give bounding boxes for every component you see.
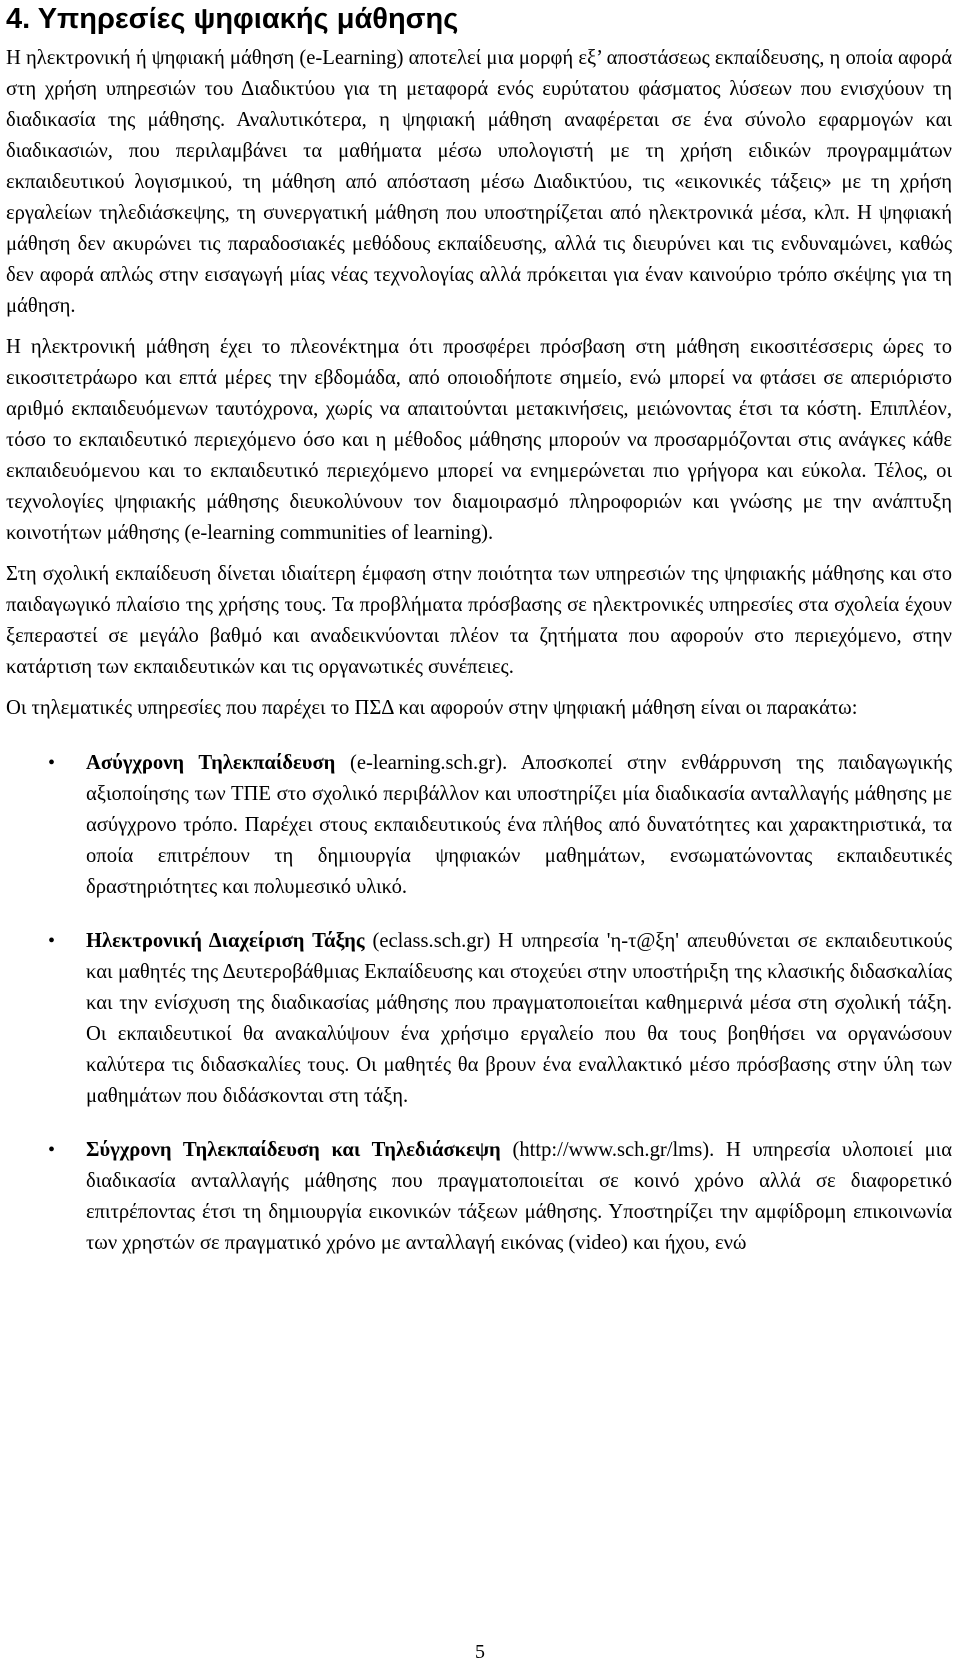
paragraph-services-intro: Οι τηλεματικές υπηρεσίες που παρέχει το ΠΣΔ και αφορούν στην ψηφιακή μάθηση είναι οι παρακάτω:	[6, 697, 858, 719]
paragraph-elearning-advantages: Η ηλεκτρονική μάθηση έχει το πλεονέκτημα ότι προσφέρει πρόσβαση στη μάθηση εικοσιτέσσερις ώρες το εικοσιτετράωρο και επτά μέρες την εβδομάδα, από οποιοδήποτε σημείο, ενώ μπορεί να φτάσει σε απεριόριστο αριθμό εκπαιδευόμενων ταυτόχρονα, χωρίς να απαιτούνται μετακινήσεις, μειώνοντας έτσι τα κόστη. Επιπλέον, τόσο το εκπαιδευτικό περιεχόμενο όσο και η μέθοδος μάθησης μπορούν να προσαρμόζονται στις ανάγκες κάθε εκπαιδευόμενου και το εκπαιδευτικό περιεχόμενο μπορεί να ενημερώνεται πιο γρήγορα και εύκολα. Τέλος, οι τεχνολογίες ψηφιακής μάθησης διευκολύνουν τον διαμοιρασμό πληροφοριών και γνώσης με την ανάπτυξη κοινοτήτων μάθησης (e-learning communities of learning).	[6, 336, 952, 544]
service-title: Ασύγχρονη Τηλεκπαίδευση	[86, 752, 336, 774]
services-list	[6, 748, 952, 1259]
service-asynchronous-elearning	[6, 748, 952, 903]
bullet-icon: •	[48, 930, 56, 952]
service-title: Ηλεκτρονική Διαχείριση Τάξης	[86, 930, 365, 952]
service-description: (e-learning.sch.gr). Αποσκοπεί στην ενθάρρυνση της παιδαγωγικής αξιοποίησης των ΤΠΕ στο σχολικό περιβάλλον και υποστηρίζει μία διαδικασία ανταλλαγής μάθησης με ασύγχρονο τρόπο. Παρέχει στους εκπαιδευτικούς ένα πλήθος από δυνατότητες και χαρακτηριστικά, τα οποία επιτρέπουν τη δημιουργία ψηφιακών μαθημάτων, ενσωματώνοντας εκπαιδευτικές δραστηριότητες και πολυμεσικό υλικό.	[86, 752, 952, 898]
bullet-icon: •	[48, 1139, 56, 1161]
bullet-icon: •	[48, 752, 56, 774]
service-description: (eclass.sch.gr) Η υπηρεσία 'η-τ@ξη' απευθύνεται σε εκπαιδευτικούς και μαθητές της Δευτεροβάθμιας Εκπαίδευσης και στοχεύει στην υποστήριξη της κλασικής διδασκαλίας και την ενίσχυση της διαδικασίας μάθησης που πραγματοποιείται καθημερινά μέσα στη σχολική τάξη. Οι εκπαιδευτικοί θα ανακαλύψουν ένα χρήσιμο εργαλείο που θα τους βοηθήσει να οργανώσουν καλύτερα τις διδασκαλίες τους. Οι μαθητές θα βρουν ένα εναλλακτικό μέσο πρόσβασης στην ύλη των μαθημάτων που διδάσκονται στη τάξη.	[86, 930, 952, 1107]
body-content	[6, 43, 952, 1282]
service-classroom-management	[6, 926, 952, 1112]
service-description: (http://www.sch.gr/lms). Η υπηρεσία υλοποιεί μια διαδικασία ανταλλαγής μάθησης που πραγματοποιείται σε κοινό χρόνο αλλά σε διαφορετικό επιτρέποντας έτσι τη δημιουργία εικονικών τάξεων μάθησης. Υποστηρίζει την αμφίδρομη επικοινωνία των χρηστών σε πραγματικό χρόνο με ανταλλαγή εικόνας (video) και ήχου, ενώ	[86, 1139, 952, 1254]
paragraph-school-education: Στη σχολική εκπαίδευση δίνεται ιδιαίτερη έμφαση στην ποιότητα των υπηρεσιών της ψηφιακής μάθησης και στο παιδαγωγικό πλαίσιο της χρήσης τους. Τα προβλήματα πρόσβασης σε ηλεκτρονικές υπηρεσίες στα σχολεία έχουν ξεπεραστεί σε μεγάλο βαθμό και αναδεικνύονται πλέον τα ζητήματα που αφορούν στο περιεχόμενο, στην κατάρτιση των εκπαιδευτικών και τις οργανωτικές συνέπειες.	[6, 563, 952, 678]
page-number: 5	[475, 1641, 485, 1663]
service-title: Σύγχρονη Τηλεκπαίδευση και Τηλεδιάσκεψη	[86, 1139, 501, 1161]
service-synchronous-teleconference	[6, 1135, 952, 1259]
paragraph-elearning-definition: Η ηλεκτρονική ή ψηφιακή μάθηση (e-Learning) αποτελεί μια μορφή εξ’ αποστάσεως εκπαίδευσης, η οποία αφορά στη χρήση υπηρεσιών του Διαδικτύου για τη μεταφορά ενός ευρύτατου φάσματος λύσεων που ενισχύουν τη διαδικασία της μάθησης. Αναλυτικότερα, η ψηφιακή μάθηση αναφέρεται σε ένα σύνολο εφαρμογών και διαδικασιών, που περιλαμβάνει τα μαθήματα μέσω υπολογιστή με τη χρήση ειδικών προγραμμάτων εκπαιδευτικού λογισμικού, τη μάθηση από απόσταση μέσω Διαδικτύου, τις «εικονικές τάξεις» με τη χρήση εργαλείων τηλεδιάσκεψης, τη συνεργατική μάθηση που υποστηρίζεται από ηλεκτρονικά μέσα, κλπ. Η ψηφιακή μάθηση δεν ακυρώνει τις παραδοσιακές μεθόδους εκπαίδευσης, αλλά τις διευρύνει και τις ενδυναμώνει, καθώς δεν αφορά απλώς στην εισαγωγή μίας νέας τεχνολογίας αλλά πρόκειται για έναν καινούριο τρόπο σκέψης για τη μάθηση.	[6, 47, 952, 317]
section-heading: 4. Υπηρεσίες ψηφιακής μάθησης	[6, 3, 459, 35]
